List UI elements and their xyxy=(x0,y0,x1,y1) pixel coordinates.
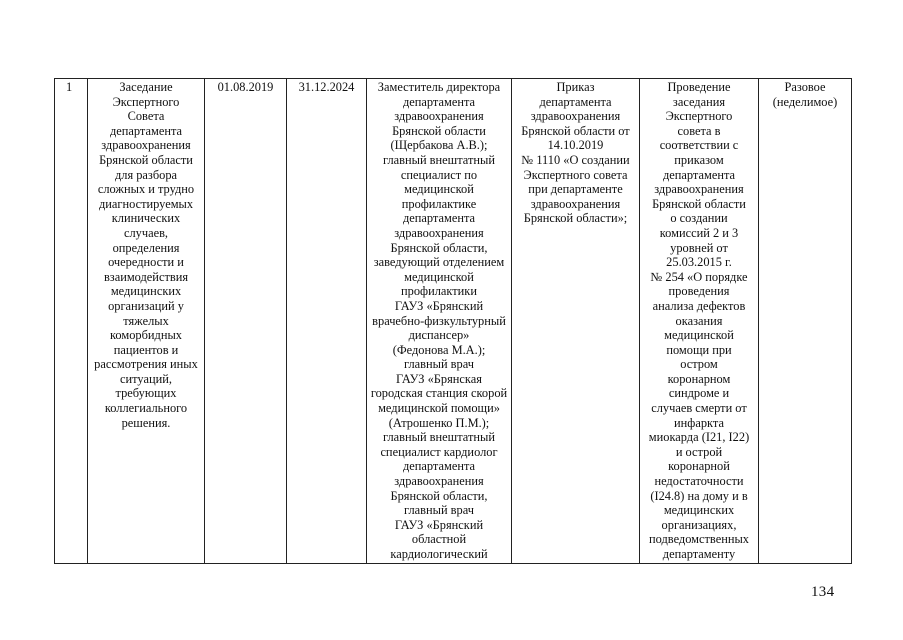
table-row xyxy=(55,79,852,564)
result-text: Проведение заседания Экспертного совета в соответствии с приказом департамента здравоохранения Брянской области о создании комиссий 2 и 3 уровней от 25.03.2015 г. № 254 «О порядке проведения анализа дефектов оказания медицинской помощи при остром коронарном синдроме и случаев смерти от инфаркта миокарда (I21, I22) и острой коронарной недостаточности (I24.8) на дому и в медицинских организациях, подведомственных департаменту xyxy=(648,80,750,561)
responsible-text: Заместитель директора департамента здравоохранения Брянской области (Щербакова А.В.); главный внештатный специалист по медицинской профилактике департамента здравоохранения Брянской области, заведующий отделением медицинской профилактики ГАУЗ «Брянский врачебно-физкультурный диспансер» (Федонова М.А.); главный врач ГАУЗ «Брянская городская станция скорой медицинской помощи» (Атрошенко П.М.); главный внештатный специалист кардиолог департамента здравоохранения Брянской области, главный врач ГАУЗ «Брянский областной кардиологический xyxy=(370,80,508,561)
result-cell xyxy=(640,79,759,564)
type-cell xyxy=(759,79,852,564)
row-number: 1 xyxy=(66,80,73,94)
start-date: 01.08.2019 xyxy=(217,80,274,94)
start-date-cell xyxy=(205,79,287,564)
end-date: 31.12.2024 xyxy=(298,80,355,94)
end-date-cell xyxy=(287,79,367,564)
event-cell xyxy=(88,79,205,564)
document-table xyxy=(54,78,852,564)
event-text: Заседание Экспертного Совета департамента здравоохранения Брянской области для разбора сложных и трудно диагностируемых клинических случаев, определения очередности и взаимодействия медицинских организаций у тяжелых коморбидных пациентов и рассмотрения иных ситуаций, требующих коллегиального решения. xyxy=(94,80,198,430)
row-number-cell xyxy=(55,79,88,564)
page-number: 134 xyxy=(811,584,835,600)
responsible-cell xyxy=(367,79,512,564)
order-cell xyxy=(512,79,640,564)
type-text: Разовое (неделимое) xyxy=(772,80,838,109)
order-text: Приказ департамента здравоохранения Брянской области от 14.10.2019 № 1110 «О создании Экспертного совета при департаменте здравоохранения Брянской области»; xyxy=(521,80,630,226)
